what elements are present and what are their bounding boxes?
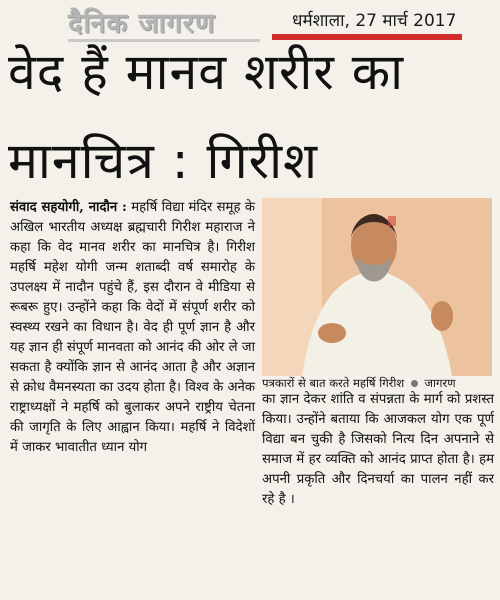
dateline-red-bar bbox=[272, 34, 462, 40]
left-hand bbox=[318, 323, 346, 343]
masthead-logo-text: दैनिक जागरण bbox=[68, 8, 216, 39]
article-left-text: महर्षि विद्या मंदिर समूह के अखिल भारतीय अध्यक्ष ब्रह्मचारी गिरीश महाराज ने कहा कि वेद मानव शरीर का मानचित्र है। गिरीश महर्षि महेश योगी जन्म शताब्दी वर्ष समारोह के उपलक्ष्य में नादौन पहुंचे हैं, इस दौरान वे मीडिया से रूबरू हुए। उन्होंने कहा कि वेदों में संपूर्ण शरीर को स्वस्थ्य रखने का विधान है। वेद ही पूर्ण ज्ञान है और यह ज्ञान ही संपूर्ण मानवता को आनंद की ओर ले जा सकता है क्योंकि ज्ञान से आनंद आता है और अज्ञान से क्रोध वैमनस्यता का उदय होता है। विश्व के अनेक राष्ट्राध्यक्षों ने महर्षि को बुलाकर अपने राष्ट्रीय चेतना की जागृति के लिए आह्वान किया। महर्षि ने विदेशों में जाकर भावातीत ध्यान योग bbox=[10, 200, 255, 455]
photo-illustration bbox=[262, 198, 492, 376]
article-left-column bbox=[10, 198, 255, 458]
photo-credit: जागरण bbox=[424, 376, 456, 390]
photo-caption bbox=[262, 376, 494, 390]
masthead-underline bbox=[68, 39, 260, 42]
photo-caption-text: पत्रकारों से बात करते महर्षि गिरीश bbox=[262, 376, 405, 390]
headline-line-1: वेद हैं मानव शरीर का bbox=[8, 43, 405, 101]
dateline: धर्मशाला, 27 मार्च 2017 bbox=[292, 11, 457, 31]
newspaper-masthead bbox=[68, 3, 298, 39]
article-photo bbox=[262, 198, 492, 376]
caption-separator-icon bbox=[411, 380, 418, 387]
article-byline: संवाद सहयोगी, नादौन : bbox=[10, 200, 127, 215]
headline-line-2: मानचित्र : गिरीश bbox=[8, 132, 319, 190]
article-right-column: का ज्ञान देकर शांति व संपन्नता के मार्ग को प्रशस्त किया। उन्होंने बताया कि आजकल योग एक पूर्ण विद्या बन चुकी है जिसको नित्य दिन अपनाने से समाज में हर व्यक्ति को आनंद प्राप्त होता है। हम अपनी प्रकृति और दिनचर्या का पालन नहीं कर रहे है । bbox=[262, 392, 494, 507]
right-hand bbox=[431, 301, 453, 331]
